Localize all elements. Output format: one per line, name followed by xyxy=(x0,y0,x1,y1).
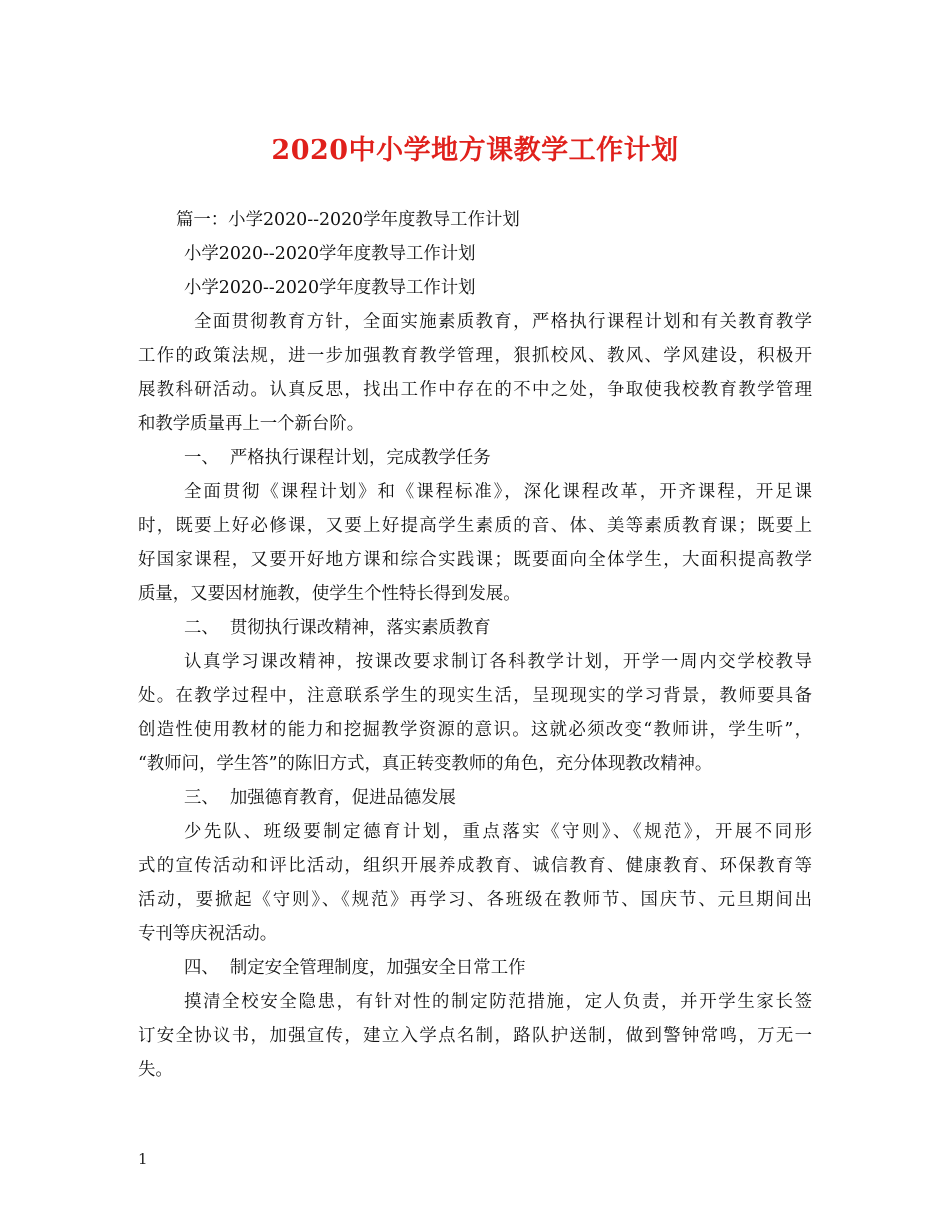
text-line: 时，既要上好必修课，又要上好提高学生素质的音、体、美等素质教育课；既要上 xyxy=(138,516,812,536)
text-line: 小学2020--2020学年度教导工作计划 xyxy=(184,278,476,298)
text-line: 全面贯彻教育方针，全面实施素质教育，严格执行课程计划和有关教育教学 xyxy=(194,312,812,332)
text-line: 摸清全校安全隐患，有针对性的制定防范措施，定人负责，并开学生家长签 xyxy=(184,992,812,1012)
text-line: “教师问，学生答”的陈旧方式，真正转变教师的角色，充分体现教改精神。 xyxy=(138,754,713,774)
text-line: 失。 xyxy=(138,1060,173,1080)
section-heading: 二、 贯彻执行课改精神，落实素质教育 xyxy=(184,618,491,638)
text-line: 活动，要掀起《守则》、《规范》再学习、各班级在教师节、国庆节、元旦期间出 xyxy=(138,890,812,910)
text-line: 式的宣传活动和评比活动，组织开展养成教育、诚信教育、健康教育、环保教育等 xyxy=(138,856,812,876)
text-line: 处。在教学过程中，注意联系学生的现实生活，呈现现实的学习背景，教师要具备 xyxy=(138,686,812,706)
text-line: 好国家课程，又要开好地方课和综合实践课；既要面向全体学生，大面积提高教学 xyxy=(138,550,812,570)
text-line: 少先队、班级要制定德育计划，重点落实《守则》、《规范》，开展不同形 xyxy=(184,822,812,842)
page-number: 1 xyxy=(138,1150,148,1168)
section-heading: 一、 严格执行课程计划，完成教学任务 xyxy=(184,448,491,468)
section-heading: 四、 制定安全管理制度，加强安全日常工作 xyxy=(184,958,526,978)
document-title: 2020中小学地方课教学工作计划 xyxy=(271,135,679,166)
text-line: 工作的政策法规，进一步加强教育教学管理，狠抓校风、教风、学风建设，积极开 xyxy=(138,346,812,366)
text-line: 展教科研活动。认真反思，找出工作中存在的不中之处，争取使我校教育教学管理 xyxy=(138,380,812,400)
section-heading: 三、 加强德育教育，促进品德发展 xyxy=(184,788,456,808)
text-line: 和教学质量再上一个新台阶。 xyxy=(138,414,365,434)
text-line: 小学2020--2020学年度教导工作计划 xyxy=(184,244,476,264)
text-line: 创造性使用教材的能力和挖掘教学资源的意识。这就必须改变“教师讲，学生听”， xyxy=(138,720,812,740)
text-line: 质量，又要因材施教，使学生个性特长得到发展。 xyxy=(138,584,521,604)
text-line: 篇一：小学2020--2020学年度教导工作计划 xyxy=(176,210,520,230)
text-line: 全面贯彻《课程计划》和《课程标准》，深化课程改革，开齐课程，开足课 xyxy=(184,482,812,502)
text-line: 专刊等庆祝活动。 xyxy=(138,924,278,944)
text-line: 认真学习课改精神，按课改要求制订各科教学计划，开学一周内交学校教导 xyxy=(184,652,812,672)
text-line: 订安全协议书，加强宣传，建立入学点名制，路队护送制，做到警钟常鸣，万无一 xyxy=(138,1026,812,1046)
